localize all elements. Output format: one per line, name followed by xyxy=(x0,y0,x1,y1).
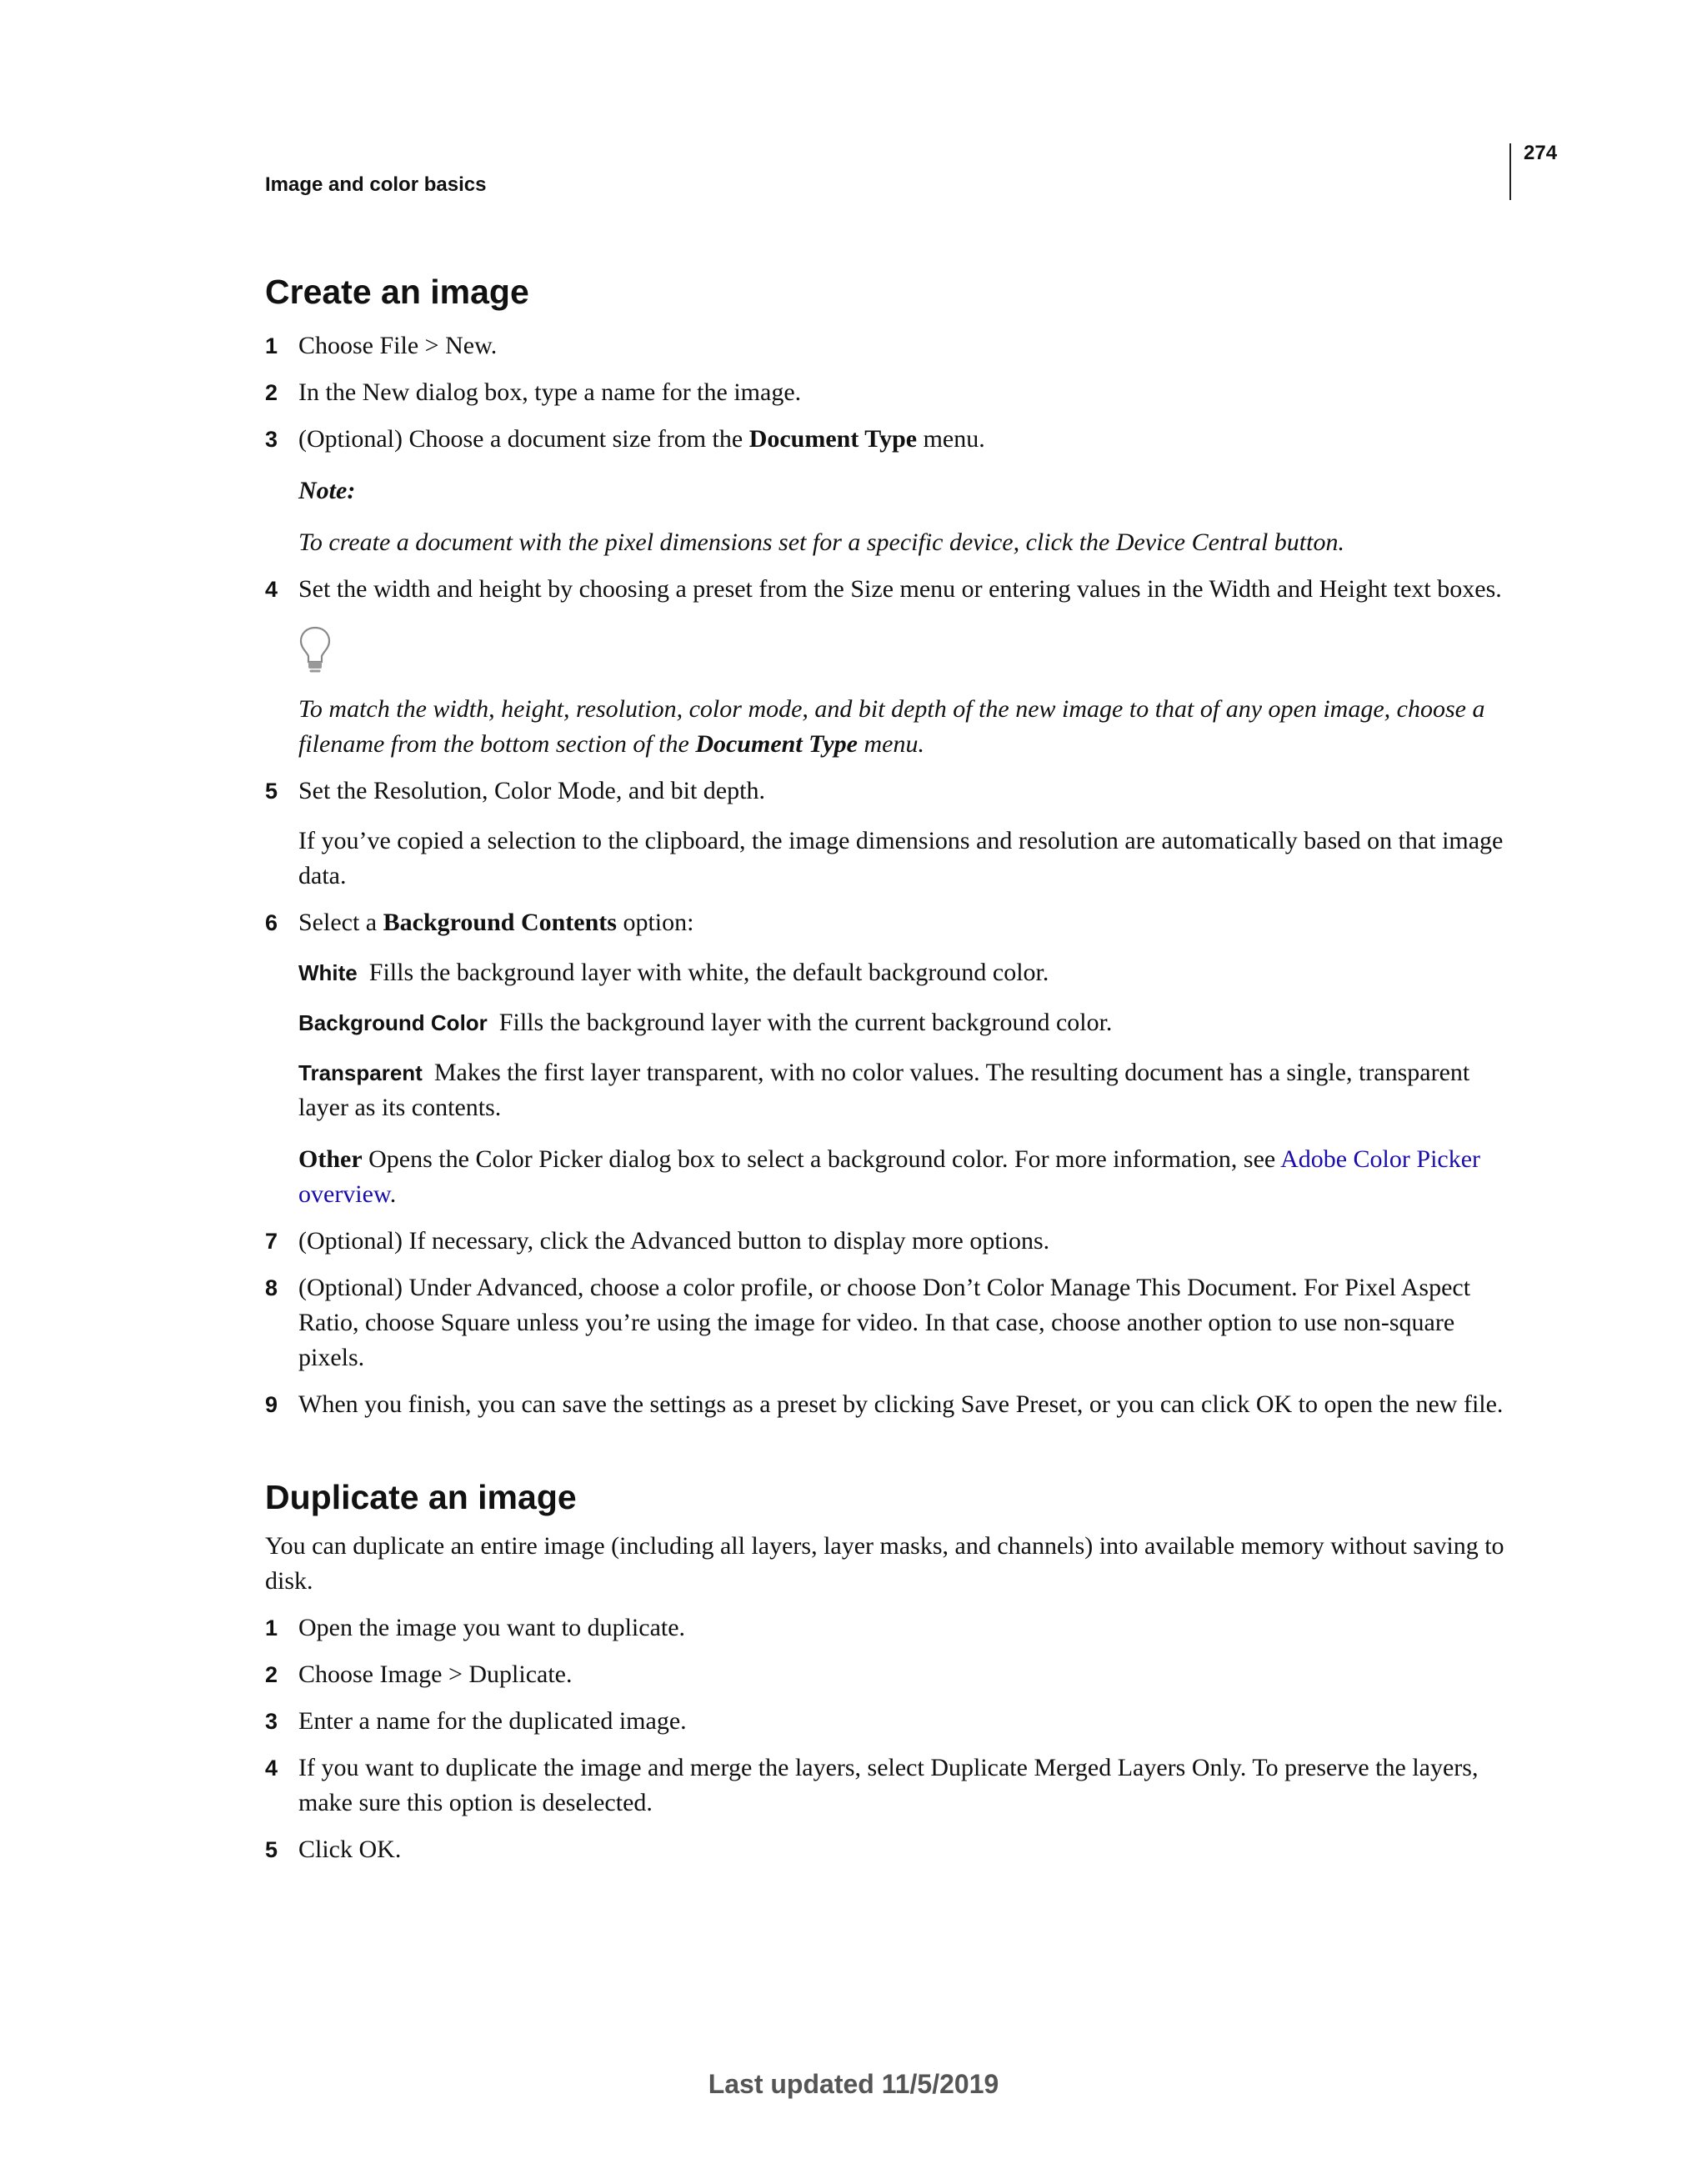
step-text xyxy=(298,905,1507,940)
footer-last-updated: Last updated 11/5/2019 xyxy=(708,2069,999,2099)
step-number: 2 xyxy=(265,1662,278,1687)
step-text-bold: Background Contents xyxy=(383,909,617,936)
option-other xyxy=(298,1142,1507,1212)
option-desc: Makes the first layer transparent, with no color values. The resulting document has a single, transparent layer as its contents. xyxy=(298,1059,1470,1121)
option-term: Transparent xyxy=(298,1060,423,1085)
list-item xyxy=(265,1704,1507,1739)
note-text: To create a document with the pixel dimensions set for a specific device, click the Device Central button. xyxy=(298,528,1344,556)
option-desc: Fills the background layer with the current background color. xyxy=(498,1009,1113,1036)
step-number: 8 xyxy=(265,1275,278,1300)
option-desc-end: . xyxy=(389,1180,397,1208)
running-head: Image and color basics xyxy=(265,173,487,196)
option-desc: Fills the background layer with white, the default background color. xyxy=(368,959,1049,986)
step-number: 6 xyxy=(265,910,278,935)
tip-text-part: menu. xyxy=(858,730,924,758)
list-item xyxy=(265,1387,1507,1422)
step-text: Click OK. xyxy=(298,1836,402,1863)
step-text-part: (Optional) Choose a document size from the xyxy=(298,425,749,453)
step-number: 4 xyxy=(265,577,278,602)
option-desc: Opens the Color Picker dialog box to select a background color. For more information, see xyxy=(362,1145,1281,1173)
option-term-other: Other xyxy=(298,1145,363,1173)
step-number: 5 xyxy=(265,779,278,804)
step-text: Enter a name for the duplicated image. xyxy=(298,1707,687,1735)
step-number: 9 xyxy=(265,1392,278,1417)
step-subtext: If you’ve copied a selection to the clipboard, the image dimensions and resolution are automatically based on that image data. xyxy=(298,827,1504,889)
option-background-color xyxy=(298,1005,1507,1040)
lightbulb-icon xyxy=(298,625,332,675)
adobe-color-picker-link[interactable]: Adobe Color Picker overview xyxy=(298,1145,1481,1208)
step-number: 4 xyxy=(265,1756,278,1781)
step-text-bold: Document Type xyxy=(748,425,918,453)
list-item xyxy=(265,1270,1507,1375)
step-number: 1 xyxy=(265,1615,278,1641)
step-number: 7 xyxy=(265,1229,278,1254)
option-transparent xyxy=(298,1055,1507,1125)
option-white xyxy=(298,955,1507,990)
list-item xyxy=(265,1751,1507,1821)
step-text: (Optional) If necessary, click the Advanced button to display more options. xyxy=(298,1227,1050,1255)
step-text: In the New dialog box, type a name for the image. xyxy=(298,378,802,406)
list-item xyxy=(265,422,1507,560)
step-text: Set the Resolution, Color Mode, and bit depth. xyxy=(298,777,765,804)
section-intro: You can duplicate an entire image (including all layers, layer masks, and channels) into available memory without saving to disk. xyxy=(265,1532,1504,1595)
page-number-rule xyxy=(1509,143,1511,200)
tip-text-part: To match the width, height, resolution, color mode, and bit depth of the new image to that of any open image, choose a filename from the bottom section of the xyxy=(298,695,1485,758)
step-text: When you finish, you can save the settings as a preset by clicking Save Preset, or you can click OK to open the new file. xyxy=(298,1390,1504,1418)
list-item xyxy=(265,328,1507,363)
list-item xyxy=(265,572,1507,762)
list-item xyxy=(265,375,1507,410)
section-title-create-image: Create an image xyxy=(265,273,529,311)
step-text-part: menu. xyxy=(917,425,985,453)
list-item xyxy=(265,1832,1507,1867)
step-text: (Optional) Under Advanced, choose a color profile, or choose Don’t Color Manage This Document. For Pixel Aspect Ratio, choose Square unless you’re using the image for video. In that case, choose another option to use non-square pixels. xyxy=(298,1274,1471,1371)
page-content xyxy=(265,267,1507,1867)
step-text: Set the width and height by choosing a preset from the Size menu or entering values in the Width and Height text boxes. xyxy=(298,575,1502,603)
section-title-duplicate-image: Duplicate an image xyxy=(265,1478,577,1516)
step-number: 1 xyxy=(265,333,278,358)
option-term: White xyxy=(298,960,358,985)
step-text: Choose Image > Duplicate. xyxy=(298,1661,573,1688)
step-number: 5 xyxy=(265,1837,278,1862)
list-item xyxy=(265,1657,1507,1692)
list-item xyxy=(265,1610,1507,1646)
tip-text-bold: Document Type xyxy=(695,730,858,758)
step-number: 2 xyxy=(265,380,278,405)
step-text: Open the image you want to duplicate. xyxy=(298,1614,686,1641)
step-text-part: option: xyxy=(616,909,694,936)
step-number: 3 xyxy=(265,1709,278,1734)
list-item xyxy=(265,905,1507,1212)
step-text: If you want to duplicate the image and merge the layers, select Duplicate Merged Layers Only. To preserve the layers, make sure this option is deselected. xyxy=(298,1754,1479,1816)
step-number: 3 xyxy=(265,427,278,452)
tip-text xyxy=(298,692,1507,762)
option-term: Background Color xyxy=(298,1010,488,1035)
note-label: Note: xyxy=(298,477,356,504)
step-text-part: Select a xyxy=(298,909,383,936)
step-text xyxy=(298,422,1507,457)
step-text: Choose File > New. xyxy=(298,332,498,359)
page-number: 274 xyxy=(1524,142,1558,164)
list-item xyxy=(265,774,1507,894)
list-item xyxy=(265,1224,1507,1259)
